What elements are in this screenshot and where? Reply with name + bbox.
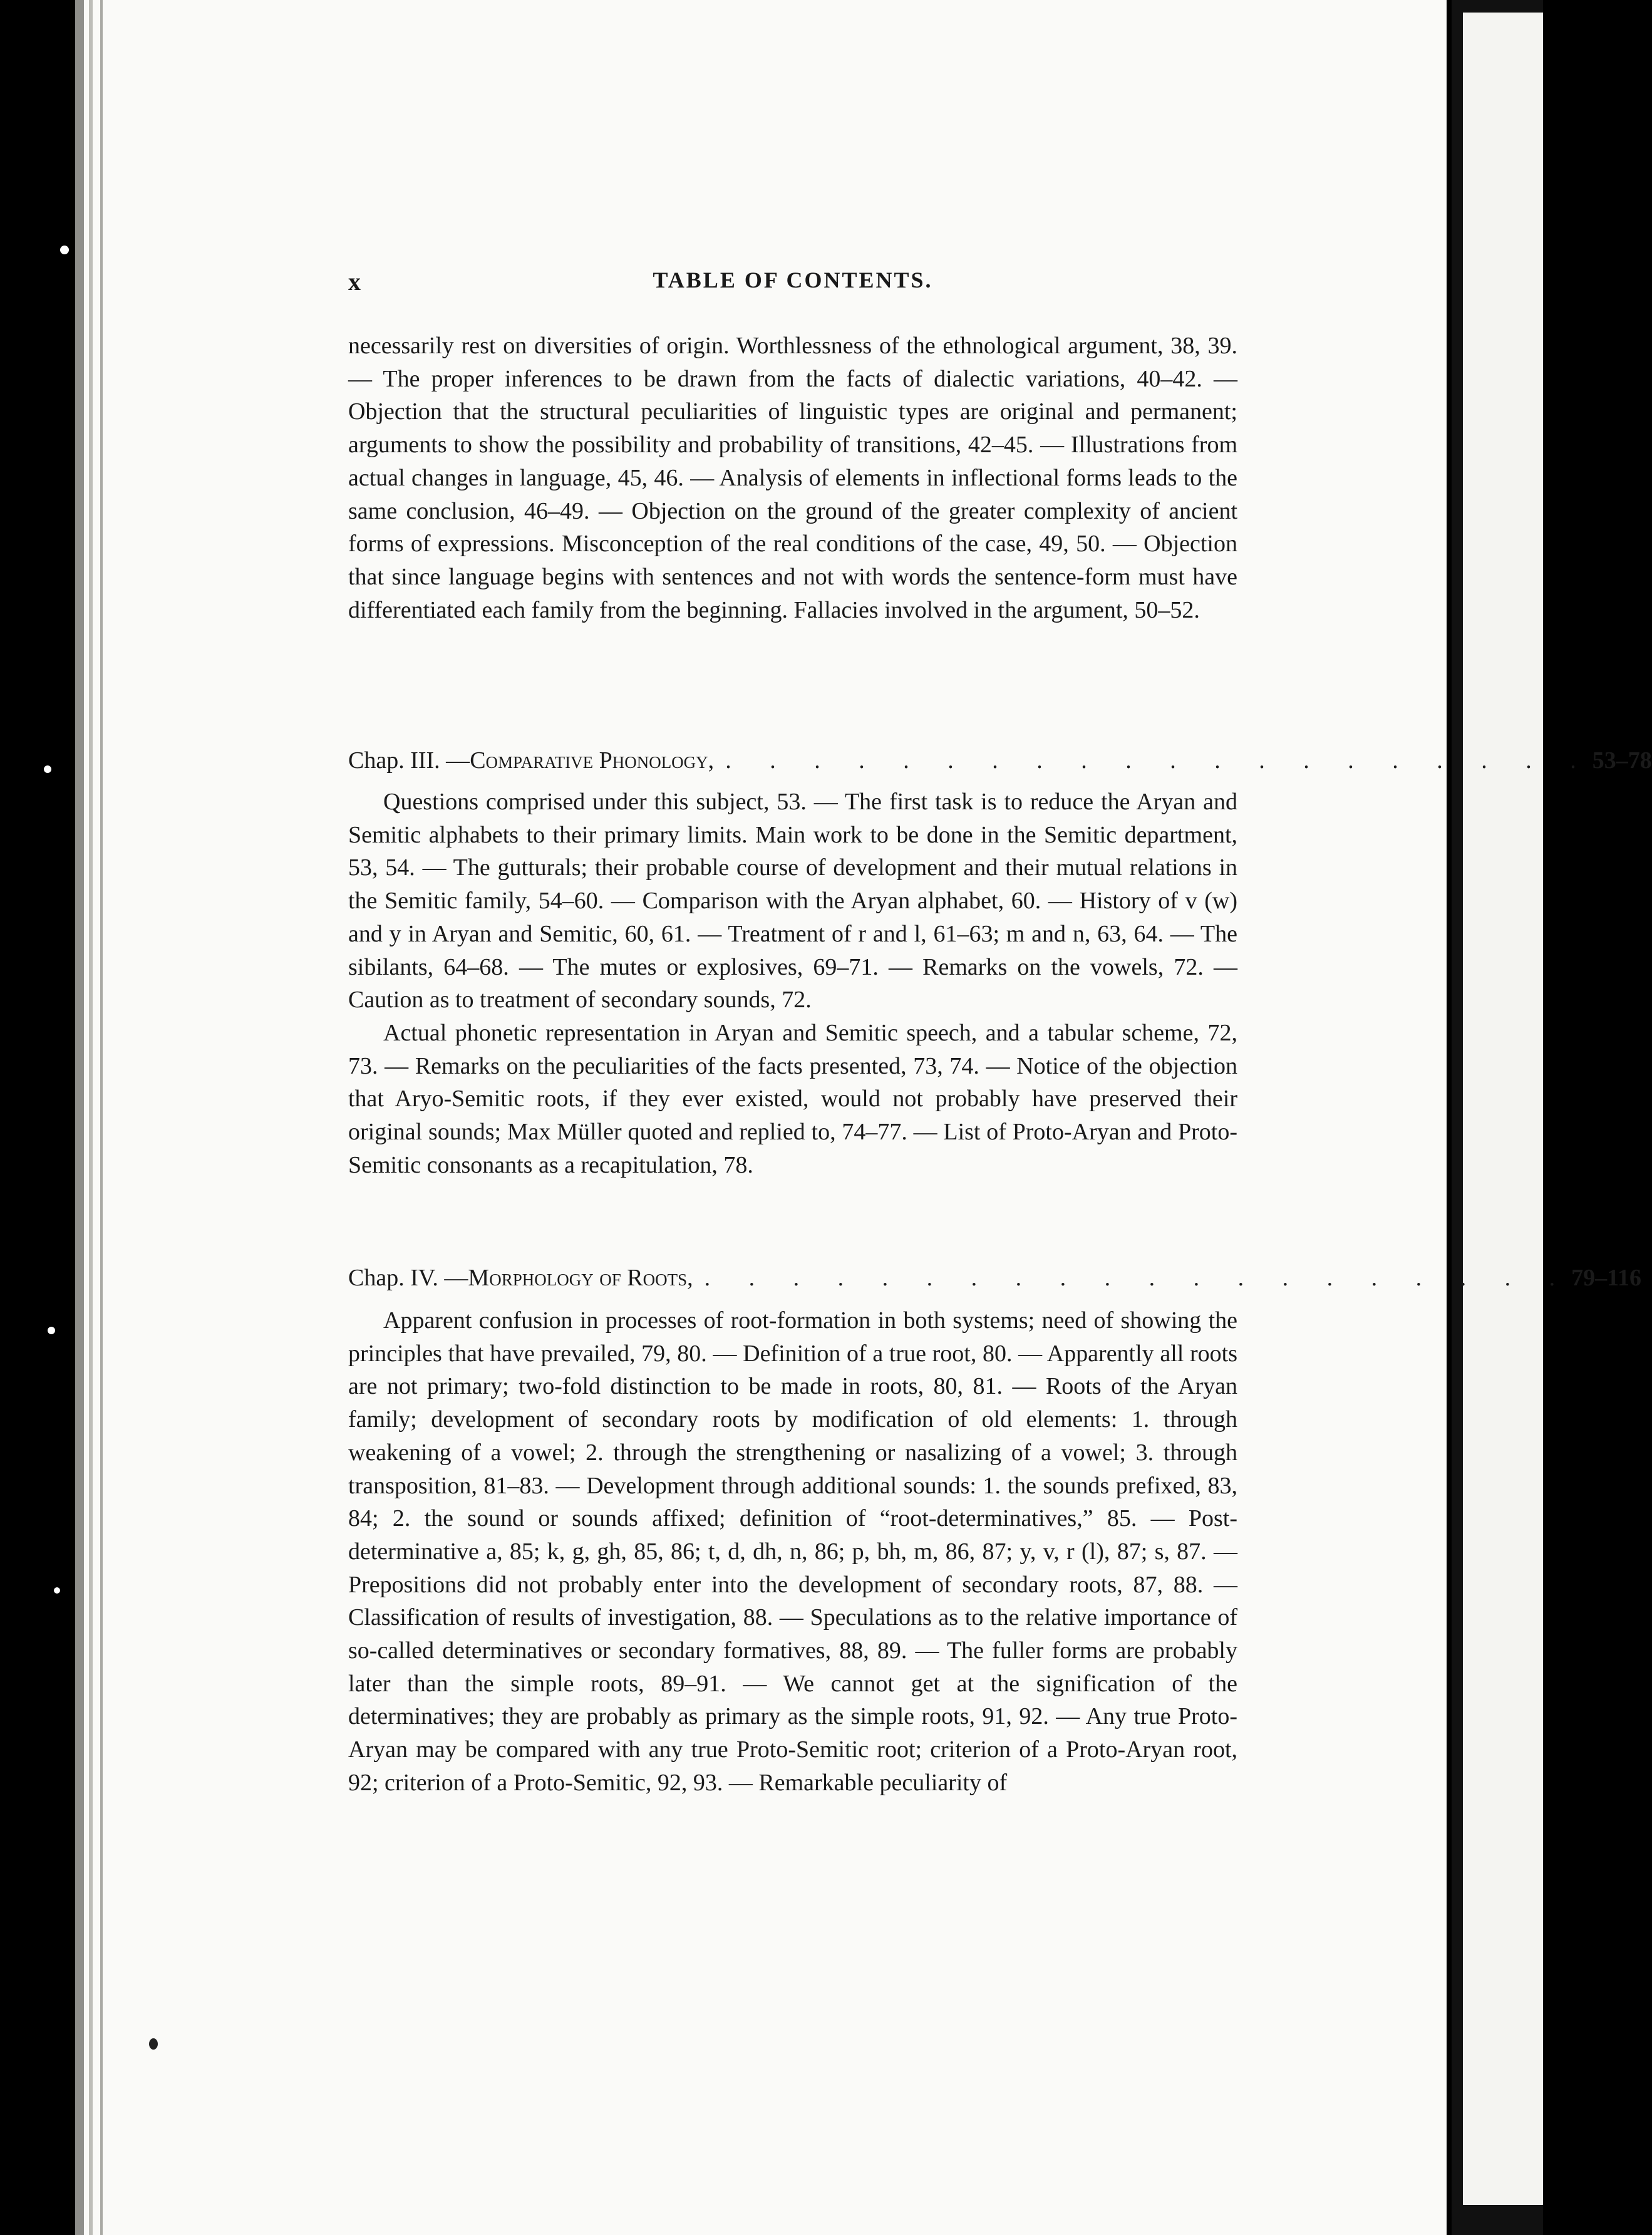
scan-speck bbox=[44, 765, 51, 773]
chapter-iv-summary bbox=[348, 1304, 1237, 1800]
chapter-page-range: 53–78 bbox=[1592, 747, 1652, 774]
scan-speck bbox=[54, 1587, 60, 1594]
scan-speck bbox=[60, 246, 69, 254]
running-header bbox=[348, 267, 1237, 298]
page-stack-edge bbox=[75, 0, 84, 2235]
chapter-paragraph: Questions comprised under this subject, 53. — The first task is to reduce the Aryan and Semitic alphabets to their primary limits. Main work to be done in the Semitic department, 53, 54. — The gutturals; their probable course of development and their mutual relations in the Semitic family, 54–60. — Comparison with the Aryan alphabet, 60. — History of v (w) and y in Aryan and Semitic, 60, 61. — Treatment of r and l, 61–63; m and n, 63, 64. — The sibilants, 64–68. — The mutes or explosives, 69–71. — Remarks on the vowels, 72. — Caution as to treatment of secondary sounds, 72. bbox=[348, 789, 1237, 1014]
chapter-paragraph: Apparent confusion in processes of root-formation in both systems; need of showing the principles that have prevailed, 79, 80. — Definition of a true root, 80. — Apparently all roots are not primary; two-fold distinction to be made in roots, 80, 81. — Roots of the Aryan family; development of secondary roots by modification of old elements: 1. through weakening of a vowel; 2. through the strengthening or nasalizing of a vowel; 3. through transposition, 81–83. — Development through additional sounds: 1. the sounds prefixed, 83, 84; 2. the sound or sounds affixed; definition of “root-determinatives,” 85. — Post-determinative a, 85; k, g, gh, 85, 86; t, d, dh, n, 86; p, bh, m, 86, 87; y, v, r (l), 87; s, 87. — Prepositions did not probably enter into the development of secondary roots, 87, 88. — Classification of results of investigation, 88. — Speculations as to the relative importance of so-called determinatives or secondary formatives, 88, 89. — The fuller forms are probably later than the simple roots, 89–91. — We cannot get at the signification of the determinatives; they are probably as primary as the simple roots, 91, 92. — Any true Proto-Aryan may be compared with any true Proto-Semitic root; criterion of a Proto-Aryan root, 92; criterion of a Proto-Semitic, 92, 93. — Remarkable peculiarity of bbox=[348, 1307, 1237, 1796]
chapter-heading-iii bbox=[348, 747, 1652, 780]
chapter-label: Chap. IV. — bbox=[348, 1265, 468, 1291]
running-title: TABLE OF CONTENTS. bbox=[653, 267, 933, 293]
ink-mark bbox=[149, 2038, 158, 2050]
scan-speck bbox=[48, 1327, 55, 1334]
chapter-heading-iv bbox=[348, 1264, 1641, 1298]
page-stack-edge bbox=[89, 0, 93, 2235]
chapter-title: Morphology of Roots, bbox=[468, 1265, 693, 1291]
chapter-paragraph: Actual phonetic representation in Aryan and Semitic speech, and a tabular scheme, 72, 73. — Remarks on the peculiarities of the facts presented, 73, 74. — Notice of the objection that Aryo-Semitic roots, if they ever existed, would not probably have preserved their original sounds; Max Müller quoted and replied to, 74–77. — List of Proto-Aryan and Proto-Semitic consonants as a recapitulation, 78. bbox=[348, 1019, 1237, 1178]
continuation-section bbox=[348, 329, 1237, 626]
chapter-title: Comparative Phonology, bbox=[470, 747, 715, 774]
chapter-iii-summary bbox=[348, 786, 1237, 1181]
chapter-label: Chap. III. — bbox=[348, 747, 470, 774]
page-stack-edge bbox=[100, 0, 103, 2235]
facing-page-strip bbox=[1463, 13, 1543, 2205]
continuation-paragraph: necessarily rest on diversities of origin. Worthlessness of the ethnological argument, 38, 39. — The proper inferences to be drawn from the facts of dialectic variations, 40–42. — Objection that the structural peculiarities of linguistic types are original and permanent; arguments to show the possibility and probability of transitions, 42–45. — Illustrations from actual changes in language, 45, 46. — Analysis of elements in inflectional forms leads to the same conclusion, 46–49. — Objection on the ground of the greater complexity of ancient forms of expressions. Misconception of the real conditions of the case, 49, 50. — Objection that since language begins with sentences and not with words the sentence-form must have differentiated each family from the beginning. Fallacies involved in the argument, 50–52. bbox=[348, 333, 1237, 623]
dot-leader: . . . . . . . . . . . . . . . . . . . . bbox=[725, 747, 1593, 774]
page-number: x bbox=[348, 267, 361, 296]
dot-leader: . . . . . . . . . . . . . . . . . . . . bbox=[704, 1265, 1572, 1291]
chapter-page-range: 79–116 bbox=[1571, 1265, 1641, 1291]
